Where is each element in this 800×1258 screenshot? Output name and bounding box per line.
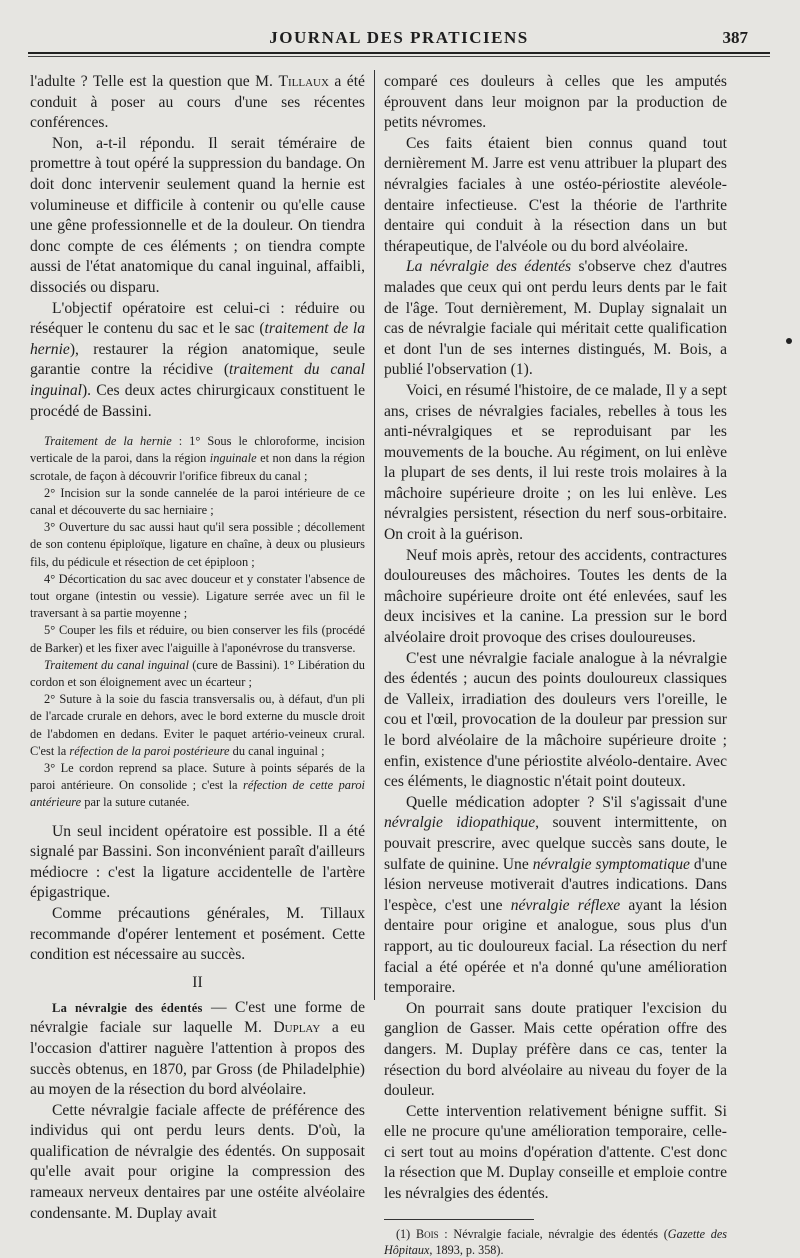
procedure-notes xyxy=(30,433,365,811)
note-item: Traitement de la hernie : 1° Sous le chloroforme, incision verticale de la paroi, dans la région inguinale et non dans la région scrotale, de façon à découvrir l'orifice fibreux du canal ; xyxy=(30,434,365,483)
paragraph: l'adulte ? Telle est la question que M. Tillaux a été conduit à poser au cours d'une ses récentes conférences. xyxy=(30,73,365,132)
paragraph: comparé ces douleurs à celles que les amputés éprouvent dans leur moignon par la production de petits névromes. xyxy=(384,73,727,132)
paragraph: Voici, en résumé l'histoire, de ce malade, Il y a sept ans, crises de névralgies faciales, rebelles à tous les anti-névralgiques et se reproduisant par les mouvements de la bouche. Au régiment, on lui enlève la plupart de ses dents, il lui reste trois molaires à la mâchoire supérieure droite ; on les lui enlève. Les névralgies persistent, résection du nerf sous-orbitaire. On croit à la guérison. xyxy=(384,381,727,544)
column-divider xyxy=(374,70,375,1000)
note-item: 4° Décortication du sac avec douceur et y constater l'absence de tout organe (intestin ou vessie). Ligature serrée avec un fil le traversant à sa partie moyenne ; xyxy=(30,571,365,621)
note-item: 3° Ouverture du sac aussi haut qu'il sera possible ; décollement de son contenu épiploïque, ligature en chaîne, à deux ou plusieurs fils, du pédicule et résection de cet épiploon ; xyxy=(30,520,365,569)
paragraph: L'objectif opératoire est celui-ci : réduire ou réséquer le contenu du sac et le sac (traitement de la hernie), restaurer la région anatomique, seule garantie contre la récidive (traitement du canal inguinal). Ces deux actes chirurgicaux constituent le procédé de Bassini. xyxy=(30,299,365,420)
note-item: 3° Le cordon reprend sa place. Suture à points séparés de la paroi antérieure. On consolide ; c'est la réfection de cette paroi antérieure par la suture cutanée. xyxy=(30,760,365,810)
header-rule xyxy=(28,52,770,54)
left-column xyxy=(30,72,365,1222)
section-lead: La névralgie des édentés xyxy=(52,1000,203,1015)
note-item: 5° Couper les fils et réduire, ou bien conserver les fils (procédé de Barker) et les fixer avec l'aiguille à l'aponévrose du transverse. xyxy=(30,623,365,655)
paragraph: La névralgie des édentés s'observe chez d'autres malades que ceux qui ont perdu leurs dents par le fait de l'âge. Tout dernièrement, M. Duplay signalait un cas de névralgie faciale qui méritait cette qualification et dont l'un de ses internes distingués, M. Bois, a publié l'observation (1). xyxy=(384,258,727,379)
paragraph: La névralgie des édentés — C'est une forme de névralgie faciale sur laquelle M. Duplay a eu l'occasion d'attirer naguère l'attention à propos des succès obtenus, en 1870, par Gross (de Philadelphie) au moyen de la résection du bord alvéolaire. xyxy=(30,998,365,1099)
note-item: Traitement du canal inguinal (cure de Bassini). 1° Libération du cordon et son éloignement avec un écarteur ; xyxy=(30,657,365,689)
paragraph: Non, a-t-il répondu. Il serait téméraire de promettre à tout opéré la suppression du bandage. On doit donc intervenir seulement quand la hernie est volumineuse et difficile à contenir ou qu'elle cause une gêne professionnelle et de la douleur. On tiendra donc compte de ces éléments ; on tiendra compte aussi de l'état anatomique du canal inguinal, affaibli, dissociés ou disparu. xyxy=(30,134,365,296)
footnote xyxy=(384,1226,727,1258)
header-rule-thin xyxy=(28,56,770,57)
section-number: II xyxy=(192,973,203,991)
paragraph: Ces faits étaient bien connus quand tout dernièrement M. Jarre est venu attribuer la plupart des névralgies faciales à une ostéo-périostite alevéole-dentaire infectieuse. C'est la théorie de l'arthrite dentaire qui conduit à la résection dans un but thérapeutique, de l'alvéole ou du bord alvéolaire. xyxy=(384,134,727,255)
paragraph: On pourrait sans doute pratiquer l'excision du ganglion de Gasser. Mais cette opération offre des dangers. M. Duplay préfère dans ce cas, tenter la résection du bord alvéolaire au niveau du foyer de la douleur. xyxy=(384,999,727,1100)
paragraph: Quelle médication adopter ? S'il s'agissait d'une névralgie idiopathique, souvent intermittente, on pouvait prescrire, avec quelque succès sans doute, le sulfate de quinine. Une névralgie symptomatique d'une lésion nerveuse motiverait d'autres indications. Dans l'espèce, c'est une névralgie réflexe ayant la lésion dentaire pour origine et analogue, sous plus d'un rapport, au tic douloureux facial. La résection du nerf facial a été opérée et n'a donné qu'une amélioration temporaire. xyxy=(384,793,727,997)
paragraph: Un seul incident opératoire est possible. Il a été signalé par Bassini. Son inconvénient paraît d'ailleurs médiocre : c'est la ligature accidentelle de l'artère épigastrique. xyxy=(30,822,365,902)
footnote-rule xyxy=(384,1219,534,1220)
paragraph: C'est une névralgie faciale analogue à la névralgie des édentés ; aucun des points douloureux classiques de Valleix, irradiation des douleurs vers l'oreille, le cou et l'œil, provocation de la douleur par pression sur le bord alvéolaire de la mâchoire supérieure droite ; enfin, existence d'une périostite alvéolo-dentaire. Avec ces éléments, le diagnostic n'était point douteux. xyxy=(384,649,727,791)
ink-spot xyxy=(786,338,792,344)
paragraph: Cette intervention relativement bénigne suffit. Si elle ne procure qu'une amélioration temporaire, celle-ci sert tout au moins d'opération d'attente. C'est donc la résection que M. Duplay conseille et emploie contre les névralgies des édentés. xyxy=(384,1102,727,1203)
paragraph: Cette névralgie faciale affecte de préférence des individus qui ont perdu leurs dents. D'où, la qualification de névralgie des édentés. On supposait qu'elle avait pour origine la compression des rameaux nerveux dentaires par une ostéite alvéolaire condensante. M. Duplay avait xyxy=(30,1101,365,1222)
running-title: JOURNAL DES PRATICIENS xyxy=(269,28,529,47)
paragraph: Comme précautions générales, M. Tillaux recommande d'opérer lentement et posément. Cette condition est nécessaire au succès. xyxy=(30,904,365,964)
note-item: 2° Incision sur la sonde cannelée de la paroi intérieure de ce canal et découverte du sac herniaire ; xyxy=(30,485,365,517)
page-number: 387 xyxy=(722,28,748,47)
paragraph: Neuf mois après, retour des accidents, contractures douloureuses des mâchoires. Toutes les dents de la mâchoire supérieure droite ont été enlevées, sauf les deux incisives et la canine. La pression sur le bord alvéolaire droit provoque des crises douloureuses. xyxy=(384,546,727,647)
footnote-text: (1) Bois : Névralgie faciale, névralgie des édentés (Gazette des Hôpitaux, 1893, p. 358). xyxy=(384,1226,727,1257)
note-item: 2° Suture à la soie du fascia transversalis ou, à défaut, d'un pli de l'arcade crurale en dehors, avec le bord externe du muscle droit de l'abdomen en dedans. Eviter le paquet artério-veineux crural. C'est la réfection de la paroi postérieure du canal inguinal ; xyxy=(30,692,365,758)
page-header xyxy=(28,26,770,52)
right-column xyxy=(384,72,727,1257)
